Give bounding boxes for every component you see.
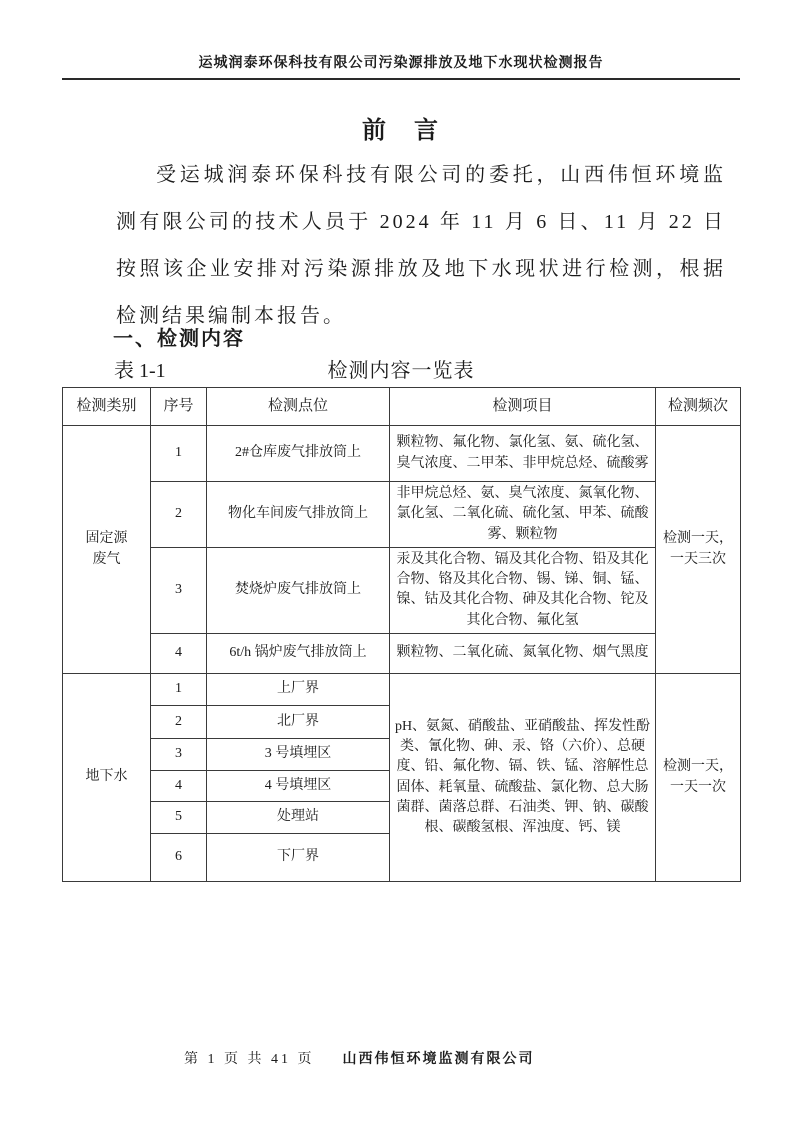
row-site: 6t/h 锅炉废气排放筒上 <box>207 634 390 674</box>
frequency-cell-waste-gas: 检测一天，一天三次 <box>656 426 741 674</box>
col-header-category: 检测类别 <box>63 388 151 426</box>
table-row <box>63 482 741 548</box>
running-footer <box>62 1048 740 1068</box>
col-header-items: 检测项目 <box>390 388 656 426</box>
table-row <box>63 547 741 633</box>
frequency-cell-groundwater: 检测一天，一天一次 <box>656 674 741 882</box>
row-no: 3 <box>151 547 207 633</box>
col-header-site: 检测点位 <box>207 388 390 426</box>
row-no: 4 <box>151 634 207 674</box>
col-header-frequency: 检测频次 <box>656 388 741 426</box>
row-no: 5 <box>151 802 207 834</box>
table-header-row <box>63 388 741 426</box>
running-header <box>62 52 740 80</box>
row-site: 物化车间废气排放筒上 <box>207 482 390 548</box>
row-site: 焚烧炉废气排放筒上 <box>207 547 390 633</box>
category-cell-groundwater <box>63 674 151 882</box>
preface-title: 前 言 <box>362 118 440 144</box>
table-caption <box>62 354 740 384</box>
items-cell-groundwater: pH、氨氮、硝酸盐、亚硝酸盐、挥发性酚类、氰化物、砷、汞、铬（六价）、总硬度、铅、氟化物、镉、铁、锰、溶解性总固体、耗氧量、硫酸盐、氯化物、总大肠菌群、菌落总群、石油类、钾、钠、碳酸根、碳酸氢根、浑浊度、钙、镁 <box>390 674 656 882</box>
preface-paragraph: 受运城润泰环保科技有限公司的委托，山西伟恒环境监测有限公司的技术人员于 2024 年 11 月 6 日、11 月 22 日按照该企业安排对污染源排放及地下水现状进行检测，根据检测结果编制本报告。 <box>116 164 726 327</box>
row-site: 4 号填埋区 <box>207 771 390 802</box>
running-header-title: 运城润泰环保科技有限公司污染源排放及地下水现状检测报告 <box>198 56 604 71</box>
table-caption-title: 检测内容一览表 <box>327 360 475 382</box>
row-no: 2 <box>151 482 207 548</box>
row-items: 汞及其化合物、镉及其化合物、铅及其化合物、铬及其化合物、锡、锑、铜、锰、镍、钴及其化合物、砷及其化合物、铊及其化合物、氟化氢 <box>390 547 656 633</box>
row-no: 4 <box>151 771 207 802</box>
row-site: 3 号填埋区 <box>207 739 390 771</box>
table-row <box>63 426 741 482</box>
table-caption-label: 表 1-1 <box>114 360 166 382</box>
section-heading: 一、检测内容 <box>113 328 245 350</box>
row-no: 1 <box>151 674 207 706</box>
category-text: 地下水 <box>85 769 128 785</box>
col-header-no: 序号 <box>151 388 207 426</box>
category-text: 固定源废气 <box>85 531 128 567</box>
row-items: 非甲烷总烃、氨、臭气浓度、氮氧化物、氯化氢、二氧化硫、硫化氢、甲苯、硫酸雾、颗粒物 <box>390 482 656 548</box>
row-site: 下厂界 <box>207 834 390 882</box>
table-row <box>63 634 741 674</box>
row-site: 北厂界 <box>207 706 390 739</box>
monitoring-content-table <box>62 387 741 882</box>
category-cell-waste-gas <box>63 426 151 674</box>
row-no: 2 <box>151 706 207 739</box>
row-no: 3 <box>151 739 207 771</box>
row-site: 2#仓库废气排放筒上 <box>207 426 390 482</box>
table-row <box>63 674 741 706</box>
row-no: 1 <box>151 426 207 482</box>
footer-company: 山西伟恒环境监测有限公司 <box>342 1052 535 1067</box>
row-items: 颗粒物、氟化物、氯化氢、氨、硫化氢、臭气浓度、二甲苯、非甲烷总烃、硫酸雾 <box>390 426 656 482</box>
row-no: 6 <box>151 834 207 882</box>
row-site: 上厂界 <box>207 674 390 706</box>
page-number: 第 1 页 共 41 页 <box>184 1052 315 1067</box>
row-items: 颗粒物、二氧化硫、氮氧化物、烟气黑度 <box>390 634 656 674</box>
row-site: 处理站 <box>207 802 390 834</box>
